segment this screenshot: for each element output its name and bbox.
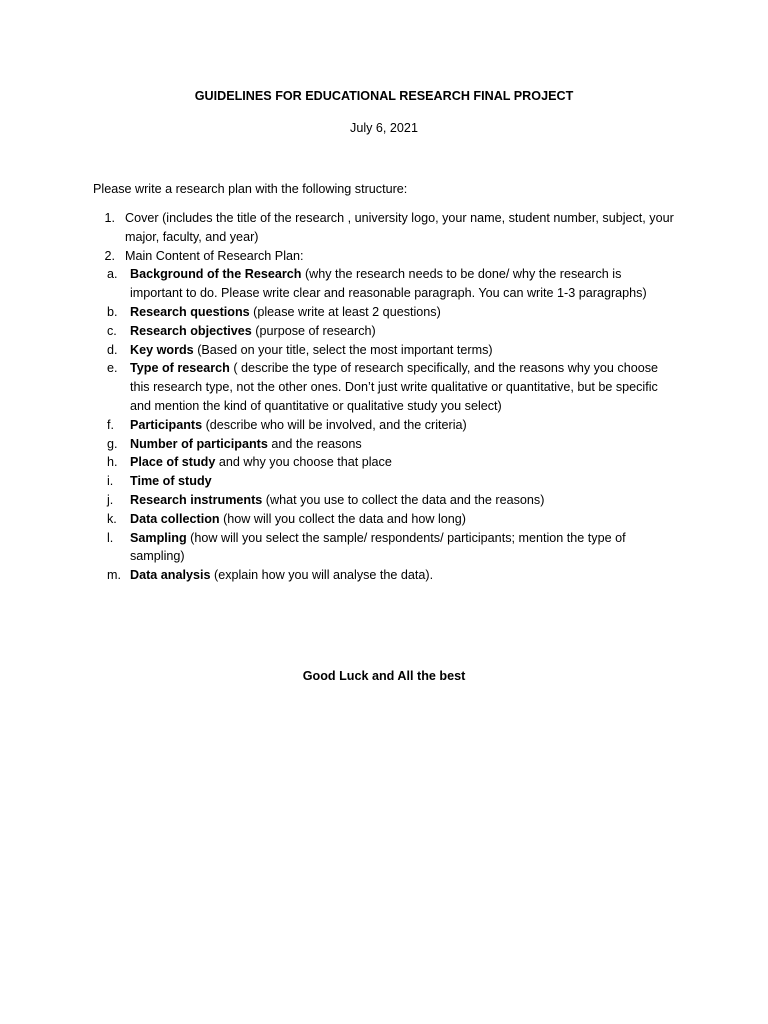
sub-list-item — [93, 359, 693, 415]
sub-item-detail: (explain how you will analyse the data). — [210, 568, 434, 583]
sub-item-letter: h. — [107, 455, 118, 470]
sub-item-text — [130, 472, 665, 491]
sub-item-letter: k. — [107, 511, 117, 526]
sub-list-item — [93, 416, 693, 435]
sub-item-text — [130, 453, 665, 472]
sub-item-text — [130, 491, 665, 510]
sub-list-item — [93, 491, 693, 510]
sub-item-heading: Data collection — [130, 511, 220, 526]
sub-list-item — [93, 265, 693, 303]
sub-item-heading: Research instruments — [130, 492, 263, 507]
sub-item-letter: i. — [107, 474, 114, 489]
sub-item-heading: Type of research — [130, 361, 230, 376]
sub-item-letter: j. — [107, 492, 114, 507]
sub-item-text — [130, 265, 665, 303]
sub-item-letter: a. — [107, 267, 118, 282]
sub-item-detail: (what you use to collect the data and the reasons) — [262, 492, 545, 507]
sub-list-item — [93, 341, 693, 360]
sub-item-detail: (why the research needs to be done/ why the research is important to do. Please write clear and reasonable paragraph. You can write 1-3 paragraphs) — [130, 267, 647, 301]
sub-item-detail: (how will you collect the data and how long) — [219, 511, 466, 526]
sub-item-heading: Participants — [130, 417, 203, 432]
list-item — [93, 247, 693, 266]
sub-list-item — [93, 510, 693, 529]
sub-item-detail: (how will you select the sample/ respondents/ participants; mention the type of sampling) — [130, 530, 626, 564]
sub-item-detail: (describe who will be involved, and the criteria) — [202, 417, 467, 432]
sub-item-heading: Number of participants — [130, 436, 268, 451]
sub-item-letter: g. — [107, 436, 118, 451]
item-text: Main Content of Research Plan: — [125, 248, 304, 263]
sub-list-item — [93, 566, 693, 585]
sub-item-letter: f. — [107, 417, 114, 432]
sub-item-text — [130, 566, 665, 585]
closing-text: Good Luck and All the best — [302, 669, 466, 683]
sub-item-heading: Research questions — [130, 304, 250, 319]
sub-item-text — [130, 510, 665, 529]
sub-item-letter: d. — [107, 342, 118, 357]
intro-text: Please write a research plan with the following structure: — [93, 182, 408, 196]
sub-item-detail: and why you choose that place — [215, 455, 392, 470]
sub-list — [93, 265, 693, 585]
sub-item-detail: (please write at least 2 questions) — [249, 304, 441, 319]
sub-item-detail: and the reasons — [267, 436, 362, 451]
sub-item-letter: b. — [107, 304, 118, 319]
sub-list-item — [93, 435, 693, 454]
sub-item-heading: Sampling — [130, 530, 187, 545]
item-number: 2. — [104, 248, 115, 263]
sub-item-text — [130, 322, 665, 341]
sub-list-item — [93, 472, 693, 491]
document-title: GUIDELINES FOR EDUCATIONAL RESEARCH FINAL PROJECT — [194, 89, 574, 103]
sub-item-letter: e. — [107, 361, 118, 376]
item-number: 1. — [104, 211, 115, 225]
sub-list-item — [93, 453, 693, 472]
list-item — [93, 209, 693, 247]
sub-item-heading: Key words — [130, 342, 194, 357]
sub-item-detail: (Based on your title, select the most important terms) — [193, 342, 493, 357]
sub-list-item — [93, 303, 693, 322]
sub-item-heading: Time of study — [130, 474, 212, 489]
sub-list-item — [93, 322, 693, 341]
sub-item-text — [130, 435, 665, 454]
sub-item-heading: Data analysis — [130, 568, 211, 583]
sub-item-text — [130, 341, 665, 360]
sub-item-detail: (purpose of research) — [251, 323, 376, 338]
sub-item-text — [130, 529, 665, 567]
sub-item-detail: ( describe the type of research specifically, and the reasons why you choose this research type, not the other ones. Don’t just write qualitative or quantitative, but be specific and mention the kind of quantitative or qualitative study you select) — [130, 361, 659, 413]
sub-item-letter: l. — [107, 530, 114, 545]
sub-item-text — [130, 416, 665, 435]
sub-item-text — [130, 303, 665, 322]
sub-item-letter: c. — [107, 323, 117, 338]
sub-item-text — [130, 359, 665, 415]
document-date: July 6, 2021 — [350, 121, 418, 135]
sub-item-heading: Research objectives — [130, 323, 252, 338]
sub-item-heading: Background of the Research — [130, 267, 302, 282]
structure-list — [93, 209, 693, 585]
sub-item-heading: Place of study — [130, 455, 216, 470]
sub-item-letter: m. — [107, 568, 121, 583]
sub-list-item — [93, 529, 693, 567]
item-text: Cover (includes the title of the research , university logo, your name, student number, subject, your major, faculty, and year) — [125, 211, 674, 244]
